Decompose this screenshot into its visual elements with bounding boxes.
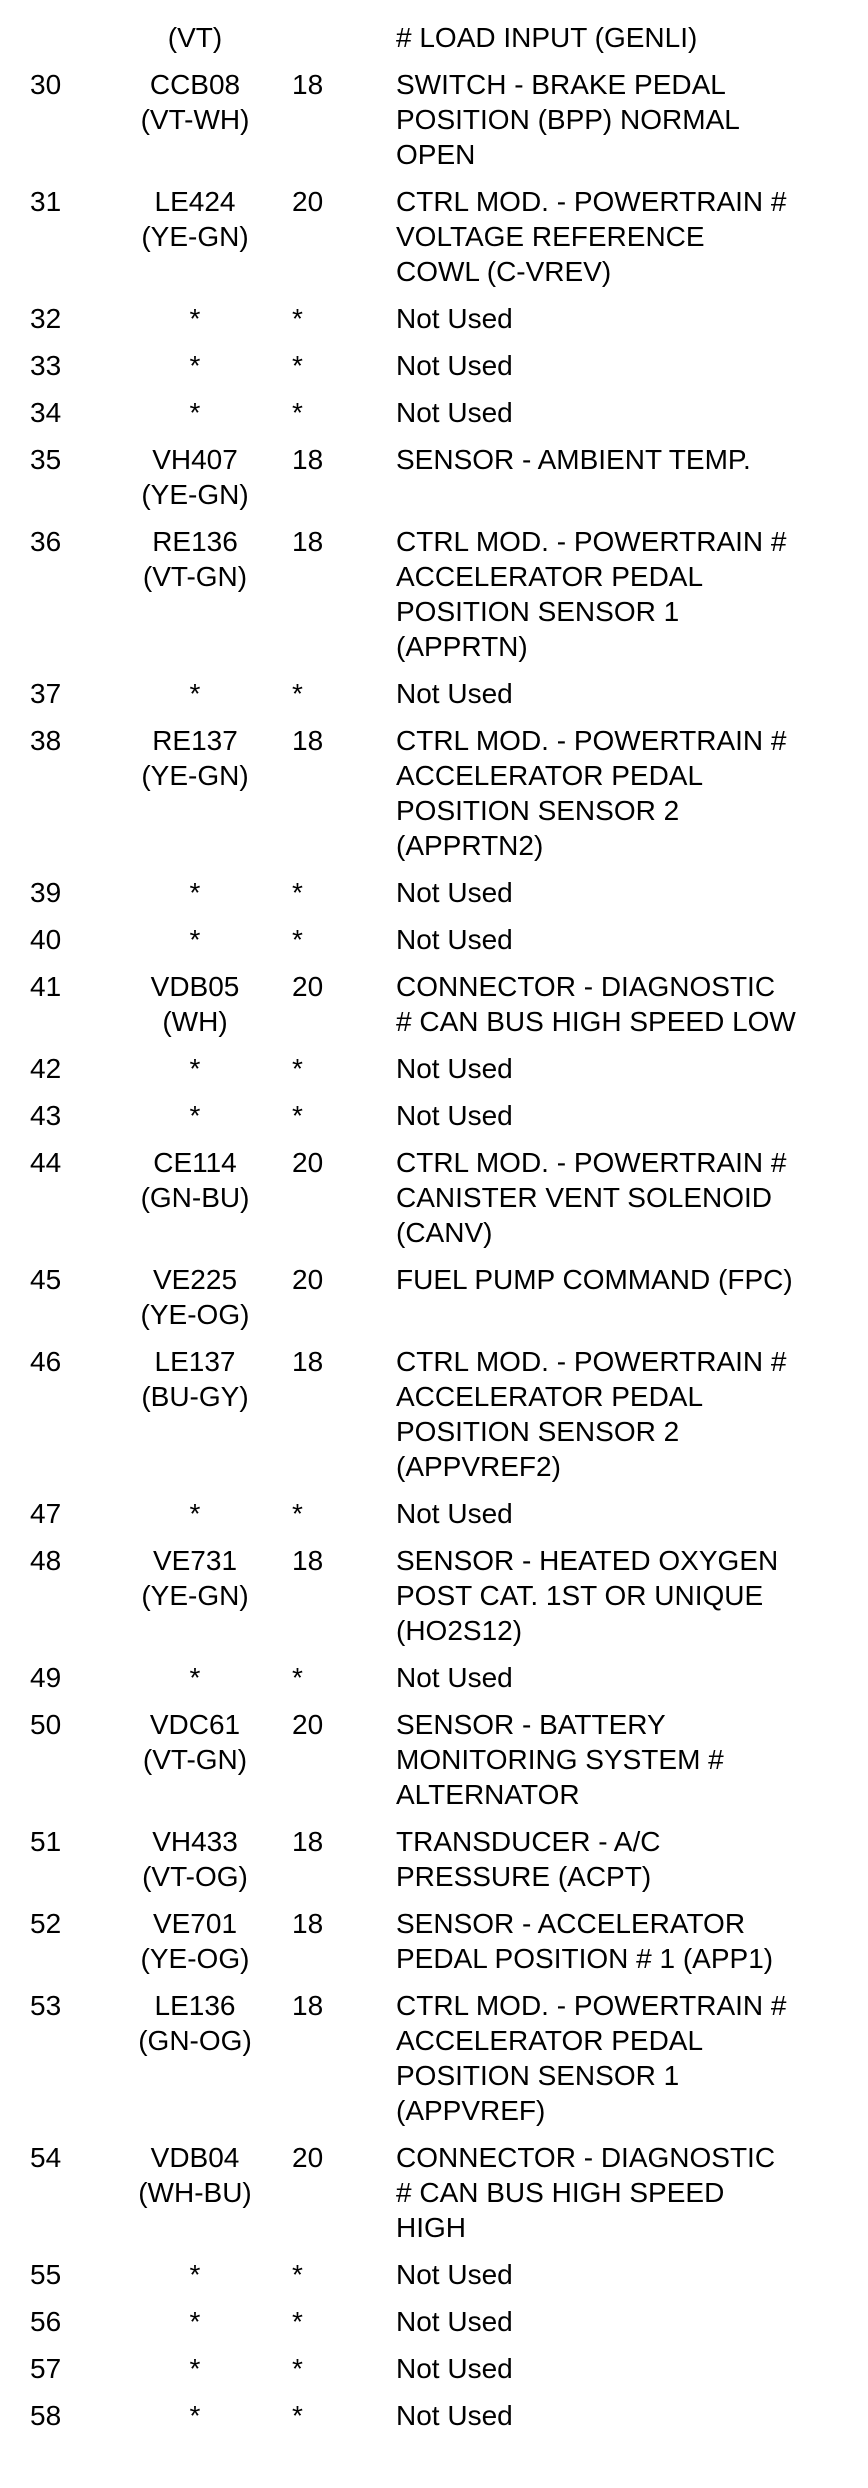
circuit-function bbox=[390, 922, 868, 957]
circuit-function bbox=[390, 2351, 868, 2386]
pin-number: 53 bbox=[30, 1990, 62, 2021]
wire-color: (YE-OG) bbox=[140, 1299, 250, 1330]
pin-number: 32 bbox=[30, 303, 62, 334]
pin-number: 30 bbox=[30, 69, 62, 100]
wire-color: (WH-BU) bbox=[138, 2177, 252, 2208]
circuit-cell bbox=[128, 969, 262, 1039]
table-row bbox=[0, 1988, 868, 2128]
function-line: HIGH bbox=[396, 2212, 466, 2243]
pin-number bbox=[0, 20, 128, 55]
circuit-id: * bbox=[189, 303, 201, 334]
circuit-function bbox=[390, 442, 868, 512]
circuit-function bbox=[390, 1496, 868, 1531]
function-line: CTRL MOD. - POWERTRAIN # bbox=[396, 1990, 787, 2021]
function-line: POSITION SENSOR 1 bbox=[396, 2060, 680, 2091]
circuit-cell bbox=[128, 524, 262, 664]
circuit-id: * bbox=[189, 397, 201, 428]
wire-color: (VT-GN) bbox=[142, 561, 248, 592]
function-line: POSITION SENSOR 1 bbox=[396, 596, 680, 627]
circuit-cell bbox=[128, 676, 262, 711]
function-line: POSITION SENSOR 2 bbox=[396, 795, 680, 826]
function-line: PRESSURE (ACPT) bbox=[396, 1861, 652, 1892]
wire-color: (YE-OG) bbox=[140, 1943, 250, 1974]
circuit-cell bbox=[128, 2398, 262, 2433]
circuit-id: * bbox=[189, 1662, 201, 1693]
circuit-function bbox=[390, 184, 868, 289]
function-line: SWITCH - BRAKE PEDAL bbox=[396, 69, 726, 100]
wire-gauge: 20 bbox=[292, 1147, 324, 1178]
function-line: ACCELERATOR PEDAL bbox=[396, 1381, 704, 1412]
wire-gauge: 18 bbox=[292, 1990, 324, 2021]
circuit-function bbox=[390, 20, 868, 55]
circuit-function bbox=[390, 2304, 868, 2339]
function-line: SENSOR - HEATED OXYGEN bbox=[396, 1545, 779, 1576]
function-line: Not Used bbox=[396, 1498, 513, 1529]
function-line: Not Used bbox=[396, 2353, 513, 2384]
circuit-function bbox=[390, 1707, 868, 1812]
circuit-function bbox=[390, 1051, 868, 1086]
wire-color: (VT-WH) bbox=[140, 104, 250, 135]
table-row bbox=[0, 969, 868, 1039]
function-line: OPEN bbox=[396, 139, 476, 170]
function-line: (APPRTN) bbox=[396, 631, 528, 662]
wire-gauge: * bbox=[292, 1100, 303, 1131]
wire-gauge: * bbox=[292, 2306, 303, 2337]
wire-color: (YE-GN) bbox=[141, 221, 249, 252]
circuit-id: VDB05 bbox=[150, 971, 240, 1002]
function-line: SENSOR - AMBIENT TEMP. bbox=[396, 444, 751, 475]
table-row bbox=[0, 1051, 868, 1086]
wire-color: (YE-GN) bbox=[141, 479, 249, 510]
circuit-cell bbox=[128, 723, 262, 863]
circuit-cell bbox=[128, 395, 262, 430]
function-line: POSITION (BPP) NORMAL bbox=[396, 104, 740, 135]
circuit-id: VE701 bbox=[152, 1908, 238, 1939]
circuit-cell bbox=[128, 20, 262, 55]
wire-gauge: 18 bbox=[292, 1908, 324, 1939]
function-line: ACCELERATOR PEDAL bbox=[396, 760, 704, 791]
circuit-function bbox=[390, 1543, 868, 1648]
function-line: ACCELERATOR PEDAL bbox=[396, 2025, 704, 2056]
wire-gauge: * bbox=[292, 2353, 303, 2384]
circuit-function bbox=[390, 348, 868, 383]
function-line: # CAN BUS HIGH SPEED bbox=[396, 2177, 725, 2208]
function-line: Not Used bbox=[396, 2259, 513, 2290]
wire-color: (VT-OG) bbox=[142, 1861, 248, 1892]
circuit-cell bbox=[128, 875, 262, 910]
wire-gauge: 20 bbox=[292, 2142, 324, 2173]
function-line: Not Used bbox=[396, 2306, 513, 2337]
circuit-id: LE424 bbox=[154, 186, 236, 217]
table-row bbox=[0, 676, 868, 711]
circuit-id: LE136 bbox=[154, 1990, 236, 2021]
wire-gauge: 20 bbox=[292, 971, 324, 1002]
wire-color: (GN-OG) bbox=[138, 2025, 252, 2056]
function-line: CTRL MOD. - POWERTRAIN # bbox=[396, 1346, 787, 1377]
function-line: CTRL MOD. - POWERTRAIN # bbox=[396, 1147, 787, 1178]
table-row bbox=[0, 1824, 868, 1894]
wire-gauge: * bbox=[292, 2259, 303, 2290]
table-row bbox=[0, 20, 868, 55]
circuit-function bbox=[390, 395, 868, 430]
pin-number: 35 bbox=[30, 444, 62, 475]
table-row bbox=[0, 1262, 868, 1332]
table-row bbox=[0, 2257, 868, 2292]
table-row bbox=[0, 442, 868, 512]
circuit-function bbox=[390, 1262, 868, 1332]
pin-number: 37 bbox=[30, 678, 62, 709]
circuit-cell bbox=[128, 348, 262, 383]
table-row bbox=[0, 723, 868, 863]
pin-number: 45 bbox=[30, 1264, 62, 1295]
circuit-function bbox=[390, 1660, 868, 1695]
table-row bbox=[0, 524, 868, 664]
function-line: SENSOR - BATTERY bbox=[396, 1709, 666, 1740]
function-line: Not Used bbox=[396, 397, 513, 428]
table-row bbox=[0, 184, 868, 289]
wire-gauge: * bbox=[292, 397, 303, 428]
pin-number: 31 bbox=[30, 186, 62, 217]
function-line: CONNECTOR - DIAGNOSTIC bbox=[396, 971, 776, 1002]
wire-gauge: 18 bbox=[292, 725, 324, 756]
function-line: ACCELERATOR PEDAL bbox=[396, 561, 704, 592]
table-row bbox=[0, 67, 868, 172]
pin-number: 43 bbox=[30, 1100, 62, 1131]
function-line: Not Used bbox=[396, 350, 513, 381]
function-line: COWL (C-VREV) bbox=[396, 256, 612, 287]
circuit-id: LE137 bbox=[154, 1346, 236, 1377]
wire-gauge: * bbox=[292, 877, 303, 908]
circuit-cell bbox=[128, 1496, 262, 1531]
circuit-cell bbox=[128, 1543, 262, 1648]
pin-number: 44 bbox=[30, 1147, 62, 1178]
connector-pinout-table bbox=[0, 20, 868, 2445]
circuit-id: * bbox=[189, 1053, 201, 1084]
table-row bbox=[0, 922, 868, 957]
function-line: (CANV) bbox=[396, 1217, 493, 1248]
circuit-function bbox=[390, 2257, 868, 2292]
circuit-id: RE137 bbox=[152, 725, 238, 756]
circuit-function bbox=[390, 2140, 868, 2245]
pin-number: 47 bbox=[30, 1498, 62, 1529]
function-line: (APPVREF) bbox=[396, 2095, 546, 2126]
function-line: PEDAL POSITION # 1 (APP1) bbox=[396, 1943, 774, 1974]
table-row bbox=[0, 1496, 868, 1531]
circuit-id: * bbox=[189, 877, 201, 908]
circuit-function bbox=[390, 1824, 868, 1894]
circuit-cell bbox=[128, 922, 262, 957]
circuit-cell bbox=[128, 1098, 262, 1133]
pin-number: 48 bbox=[30, 1545, 62, 1576]
table-row bbox=[0, 301, 868, 336]
wire-gauge: 18 bbox=[292, 1826, 324, 1857]
table-row bbox=[0, 1145, 868, 1250]
function-line: (APPVREF2) bbox=[396, 1451, 561, 1482]
circuit-cell bbox=[128, 2304, 262, 2339]
wire-color: (VT-GN) bbox=[142, 1744, 248, 1775]
table-row bbox=[0, 1906, 868, 1976]
function-line: Not Used bbox=[396, 1100, 513, 1131]
pin-number: 34 bbox=[30, 397, 62, 428]
function-line: CTRL MOD. - POWERTRAIN # bbox=[396, 186, 787, 217]
circuit-function bbox=[390, 676, 868, 711]
function-line: CONNECTOR - DIAGNOSTIC bbox=[396, 2142, 776, 2173]
circuit-function bbox=[390, 1988, 868, 2128]
circuit-id: VE731 bbox=[152, 1545, 238, 1576]
wire-color: (YE-GN) bbox=[141, 760, 249, 791]
circuit-id: VH433 bbox=[152, 1826, 238, 1857]
function-line: # LOAD INPUT (GENLI) bbox=[396, 22, 698, 53]
pin-number: 33 bbox=[30, 350, 62, 381]
function-line: ALTERNATOR bbox=[396, 1779, 580, 1810]
circuit-function bbox=[390, 875, 868, 910]
circuit-id: * bbox=[189, 350, 201, 381]
circuit-function bbox=[390, 723, 868, 863]
function-line: (APPRTN2) bbox=[396, 830, 544, 861]
function-line: CANISTER VENT SOLENOID bbox=[396, 1182, 773, 1213]
circuit-id: * bbox=[189, 678, 201, 709]
circuit-id: * bbox=[189, 924, 201, 955]
circuit-cell bbox=[128, 442, 262, 512]
table-row bbox=[0, 2351, 868, 2386]
circuit-cell bbox=[128, 1906, 262, 1976]
circuit-cell bbox=[128, 1145, 262, 1250]
function-line: VOLTAGE REFERENCE bbox=[396, 221, 705, 252]
table-row bbox=[0, 1660, 868, 1695]
circuit-id: * bbox=[189, 2400, 201, 2431]
wire-gauge: 20 bbox=[292, 186, 324, 217]
circuit-function bbox=[390, 2398, 868, 2433]
pin-number: 41 bbox=[30, 971, 62, 1002]
circuit-id: * bbox=[189, 2259, 201, 2290]
circuit-cell bbox=[128, 1707, 262, 1812]
circuit-cell bbox=[128, 1660, 262, 1695]
table-row bbox=[0, 2304, 868, 2339]
circuit-function bbox=[390, 524, 868, 664]
function-line: # CAN BUS HIGH SPEED LOW bbox=[396, 1006, 796, 1037]
pin-number: 56 bbox=[30, 2306, 62, 2337]
wire-gauge: * bbox=[292, 1662, 303, 1693]
pin-number: 39 bbox=[30, 877, 62, 908]
pin-number: 46 bbox=[30, 1346, 62, 1377]
wire-color: (YE-GN) bbox=[141, 1580, 249, 1611]
pin-number: 58 bbox=[30, 2400, 62, 2431]
function-line: Not Used bbox=[396, 1662, 513, 1693]
function-line: POST CAT. 1ST OR UNIQUE bbox=[396, 1580, 764, 1611]
circuit-function bbox=[390, 1906, 868, 1976]
pin-number: 51 bbox=[30, 1826, 62, 1857]
circuit-cell bbox=[128, 184, 262, 289]
table-row bbox=[0, 2140, 868, 2245]
circuit-cell bbox=[128, 2257, 262, 2292]
circuit-id: VDC61 bbox=[149, 1709, 241, 1740]
wire-gauge: 18 bbox=[292, 1346, 324, 1377]
circuit-function bbox=[390, 301, 868, 336]
circuit-id: * bbox=[189, 2353, 201, 2384]
wire-gauge: * bbox=[292, 303, 303, 334]
wire-gauge: 18 bbox=[292, 526, 324, 557]
wire-color: (BU-GY) bbox=[141, 1381, 249, 1412]
circuit-id: CE114 bbox=[153, 1147, 237, 1178]
function-line: Not Used bbox=[396, 2400, 513, 2431]
wire-gauge bbox=[262, 20, 390, 55]
pin-number: 50 bbox=[30, 1709, 62, 1740]
function-line: Not Used bbox=[396, 877, 513, 908]
circuit-id: * bbox=[189, 2306, 201, 2337]
circuit-cell bbox=[128, 301, 262, 336]
table-row bbox=[0, 1543, 868, 1648]
circuit-function bbox=[390, 1098, 868, 1133]
circuit-id: VDB04 bbox=[150, 2142, 240, 2173]
wire-gauge: 18 bbox=[292, 1545, 324, 1576]
circuit-cell bbox=[128, 1262, 262, 1332]
circuit-cell bbox=[128, 1988, 262, 2128]
circuit-function bbox=[390, 67, 868, 172]
wire-gauge: 20 bbox=[292, 1264, 324, 1295]
circuit-id: VE225 bbox=[152, 1264, 238, 1295]
circuit-cell bbox=[128, 1344, 262, 1484]
circuit-cell bbox=[128, 2351, 262, 2386]
function-line: Not Used bbox=[396, 678, 513, 709]
circuit-id: VH407 bbox=[152, 444, 238, 475]
circuit-cell bbox=[128, 2140, 262, 2245]
function-line: FUEL PUMP COMMAND (FPC) bbox=[396, 1264, 793, 1295]
circuit-id: * bbox=[189, 1498, 201, 1529]
function-line: SENSOR - ACCELERATOR bbox=[396, 1908, 746, 1939]
function-line: CTRL MOD. - POWERTRAIN # bbox=[396, 526, 787, 557]
function-line: MONITORING SYSTEM # bbox=[396, 1744, 724, 1775]
table-row bbox=[0, 1707, 868, 1812]
wire-gauge: * bbox=[292, 350, 303, 381]
table-row bbox=[0, 395, 868, 430]
pin-number: 52 bbox=[30, 1908, 62, 1939]
wire-gauge: * bbox=[292, 924, 303, 955]
pin-number: 55 bbox=[30, 2259, 62, 2290]
function-line: CTRL MOD. - POWERTRAIN # bbox=[396, 725, 787, 756]
wire-gauge: * bbox=[292, 678, 303, 709]
wire-color: (GN-BU) bbox=[140, 1182, 250, 1213]
wire-color: (WH) bbox=[162, 1006, 228, 1037]
function-line: TRANSDUCER - A/C bbox=[396, 1826, 661, 1857]
circuit-cell bbox=[128, 1051, 262, 1086]
table-row bbox=[0, 348, 868, 383]
wire-gauge: 18 bbox=[292, 444, 324, 475]
function-line: Not Used bbox=[396, 303, 513, 334]
pin-number: 54 bbox=[30, 2142, 62, 2173]
circuit-function bbox=[390, 1344, 868, 1484]
circuit-id: * bbox=[189, 1100, 201, 1131]
table-row bbox=[0, 875, 868, 910]
pin-number: 49 bbox=[30, 1662, 62, 1693]
pin-number: 42 bbox=[30, 1053, 62, 1084]
function-line: POSITION SENSOR 2 bbox=[396, 1416, 680, 1447]
circuit-cell bbox=[128, 1824, 262, 1894]
wire-gauge: 20 bbox=[292, 1709, 324, 1740]
function-line: Not Used bbox=[396, 1053, 513, 1084]
pin-number: 36 bbox=[30, 526, 62, 557]
wire-gauge: * bbox=[292, 2400, 303, 2431]
circuit-id: CCB08 bbox=[149, 69, 241, 100]
table-row bbox=[0, 2398, 868, 2433]
pin-number: 40 bbox=[30, 924, 62, 955]
circuit-cell bbox=[128, 67, 262, 172]
wire-gauge: * bbox=[292, 1053, 303, 1084]
table-row bbox=[0, 1098, 868, 1133]
function-line: (HO2S12) bbox=[396, 1615, 523, 1646]
pin-number: 57 bbox=[30, 2353, 62, 2384]
table-row bbox=[0, 1344, 868, 1484]
pin-number: 38 bbox=[30, 725, 62, 756]
wire-gauge: 18 bbox=[292, 69, 324, 100]
wire-color: (VT) bbox=[167, 22, 223, 53]
wire-gauge: * bbox=[292, 1498, 303, 1529]
circuit-function bbox=[390, 969, 868, 1039]
circuit-id: RE136 bbox=[152, 526, 238, 557]
circuit-function bbox=[390, 1145, 868, 1250]
function-line: Not Used bbox=[396, 924, 513, 955]
